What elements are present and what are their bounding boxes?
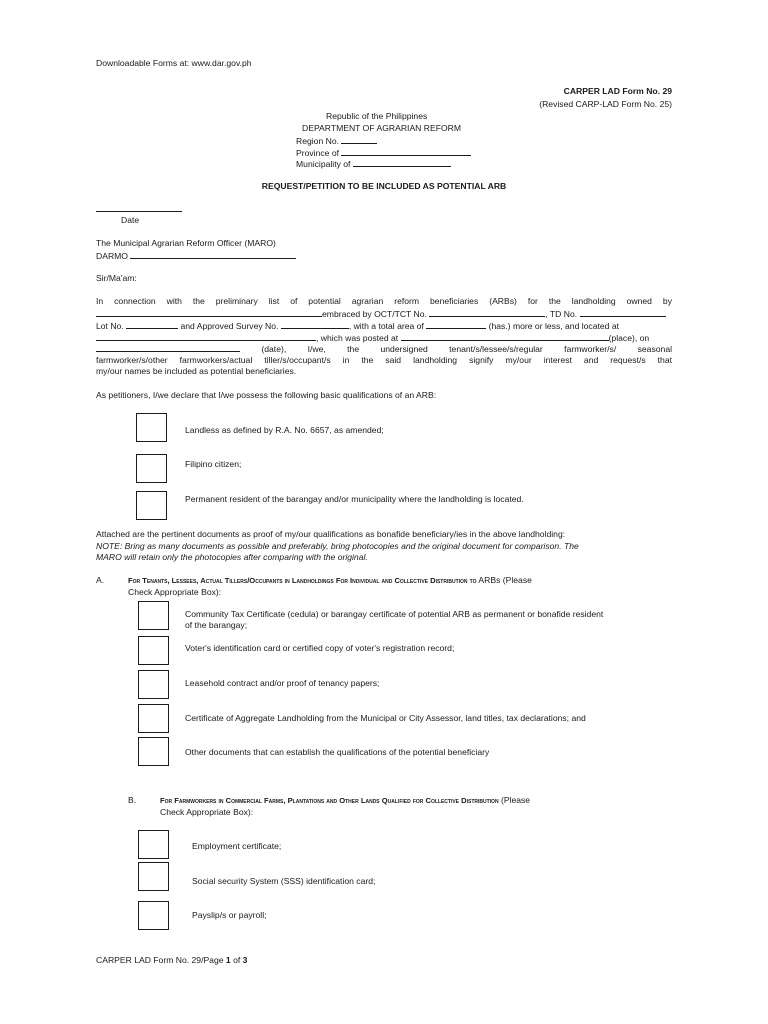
posting-date-label: (date), (261, 344, 287, 354)
area-blank (426, 320, 486, 329)
document-title: REQUEST/PETITION TO BE INCLUDED AS POTENTIAL ARB (261, 181, 507, 191)
petitioner-roles: I/we, the undersigned tenant/s/lessee/s/regular farmworker/s/ seasonal (307, 344, 673, 354)
section-a-letter: A. (96, 575, 105, 585)
department-line: DEPARTMENT OF AGRARIAN REFORM (302, 123, 462, 133)
posted-label: , which was posted at (316, 333, 399, 343)
salutation: Sir/Ma'am: (96, 273, 137, 283)
place-blank (401, 332, 609, 341)
lot-blank (126, 320, 178, 329)
section-a-checkbox-leasehold[interactable] (138, 670, 169, 699)
section-b-item: Payslip/s or payroll; (192, 910, 267, 920)
form-revision: (Revised CARP-LAD Form No. 25) (539, 99, 672, 109)
section-a-item-continuation: of the barangay; (185, 620, 248, 630)
body-line-2 (96, 308, 672, 319)
oct-blank (429, 308, 545, 317)
td-blank (580, 308, 666, 317)
section-a-item: Community Tax Certificate (cedula) or barangay certificate of potential ARB as permanent or bonafide resident (185, 609, 604, 619)
maro-line: The Municipal Agrarian Reform Officer (MARO) (96, 238, 276, 248)
section-a-checkbox-other-documents[interactable] (138, 737, 169, 766)
qualification-checkbox-citizen[interactable] (136, 454, 167, 483)
place-label: (place), on (608, 333, 650, 343)
region-field (296, 135, 377, 146)
body-line-6: farmworker/s/other farmworkers/actual tiller/s/occupant/s in the said landholding signify my/our interest and request/s that (96, 355, 672, 365)
downloadable-forms-note: Downloadable Forms at: www.dar.gov.ph (96, 58, 252, 68)
posting-date-blank (96, 343, 240, 352)
region-label: Region No. (296, 136, 339, 146)
section-a-title-tail: ARBs (Please (478, 575, 532, 585)
section-b-item: Social security System (SSS) identification card; (192, 876, 376, 886)
body-line-7: my/our names be included as potential beneficiaries. (96, 366, 297, 376)
section-a-item: Voter's identification card or certified copy of voter's registration record; (185, 643, 455, 653)
body-line-1: In connection with the preliminary list of potential agrarian reform beneficiaries (ARBs) for the landholding owned by (96, 296, 672, 306)
qualification-label: Landless as defined by R.A. No. 6657, as amended; (185, 425, 384, 435)
footer-page-number: 1 (225, 955, 231, 965)
footer-of: of (233, 955, 241, 965)
municipality-blank (353, 158, 451, 167)
survey-label: and Approved Survey No. (180, 321, 279, 331)
attached-documents-line: Attached are the pertinent documents as proof of my/our qualifications as bonafide beneficiary/ies in the above landholding: (96, 529, 566, 539)
page-footer (96, 955, 247, 965)
attached-note-line-2: MARO will retain only the photocopies after comparing with the original. (96, 552, 368, 562)
municipality-label: Municipality of (296, 159, 351, 169)
section-b-letter: B. (128, 795, 137, 805)
body-line-4 (96, 332, 672, 343)
republic-line: Republic of the Philippines (326, 111, 428, 121)
qualification-label: Filipino citizen; (185, 459, 242, 469)
province-label: Province of (296, 148, 339, 158)
darmo-field (96, 250, 296, 261)
lot-label: Lot No. (96, 321, 124, 331)
section-b-checkbox-payslip[interactable] (138, 901, 169, 930)
section-b-checkbox-sss[interactable] (138, 862, 169, 891)
section-a-checkbox-voter-id[interactable] (138, 636, 169, 665)
section-b-item: Employment certificate; (192, 841, 282, 851)
body-line-5 (96, 343, 672, 354)
section-a-checkbox-cedula[interactable] (138, 601, 169, 630)
date-label: Date (121, 215, 140, 225)
survey-blank (281, 320, 349, 329)
petitioners-intro: As petitioners, I/we declare that I/we possess the following basic qualifications of an ARB: (96, 390, 437, 400)
footer-page-total: 3 (242, 955, 248, 965)
owner-blank (96, 308, 322, 317)
darmo-blank (130, 250, 296, 259)
region-blank (341, 135, 377, 144)
section-b-title: For Farmworkers in Commercial Farms, Plantations and Other Lands Qualified for Collective Distribution (160, 796, 499, 805)
section-a-title: For Tenants, Lessees, Actual Tillers/Occupants in Landholdings For Individual and Collective Distribution to (128, 576, 477, 585)
province-blank (341, 147, 471, 156)
province-field (296, 147, 471, 158)
section-a-instruction: Check Appropriate Box): (128, 587, 222, 597)
oct-label: embraced by OCT/TCT No. (322, 309, 427, 319)
footer-prefix: CARPER LAD Form No. 29/Page (96, 955, 224, 965)
section-b-heading (160, 795, 530, 805)
section-a-heading (128, 575, 532, 585)
attached-note-line-1: NOTE: Bring as many documents as possible and preferably, bring photocopies and the original document for comparison. The (96, 541, 579, 551)
section-a-item: Certificate of Aggregate Landholding from the Municipal or City Assessor, land titles, tax declarations; and (185, 713, 586, 723)
section-b-checkbox-employment[interactable] (138, 830, 169, 859)
municipality-field (296, 158, 451, 169)
section-b-title-tail: (Please (500, 795, 531, 805)
area-label: , with a total area of (348, 321, 424, 331)
qualification-checkbox-landless[interactable] (136, 413, 167, 442)
section-a-item: Leasehold contract and/or proof of tenancy papers; (185, 678, 380, 688)
section-b-instruction: Check Appropriate Box): (160, 807, 254, 817)
darmo-label: DARMO (96, 251, 128, 261)
td-label: , TD No. (545, 309, 578, 319)
form-number: CARPER LAD Form No. 29 (563, 86, 672, 96)
qualification-label: Permanent resident of the barangay and/or municipality where the landholding is located. (185, 494, 524, 504)
qualification-checkbox-resident[interactable] (136, 491, 167, 520)
has-label: (has.) more or less, and located at (488, 321, 620, 331)
section-a-item: Other documents that can establish the qualifications of the potential beneficiary (185, 747, 490, 757)
section-a-checkbox-aggregate-landholding[interactable] (138, 704, 169, 733)
body-line-3 (96, 320, 672, 331)
date-blank (96, 203, 182, 212)
location-blank (96, 332, 316, 341)
